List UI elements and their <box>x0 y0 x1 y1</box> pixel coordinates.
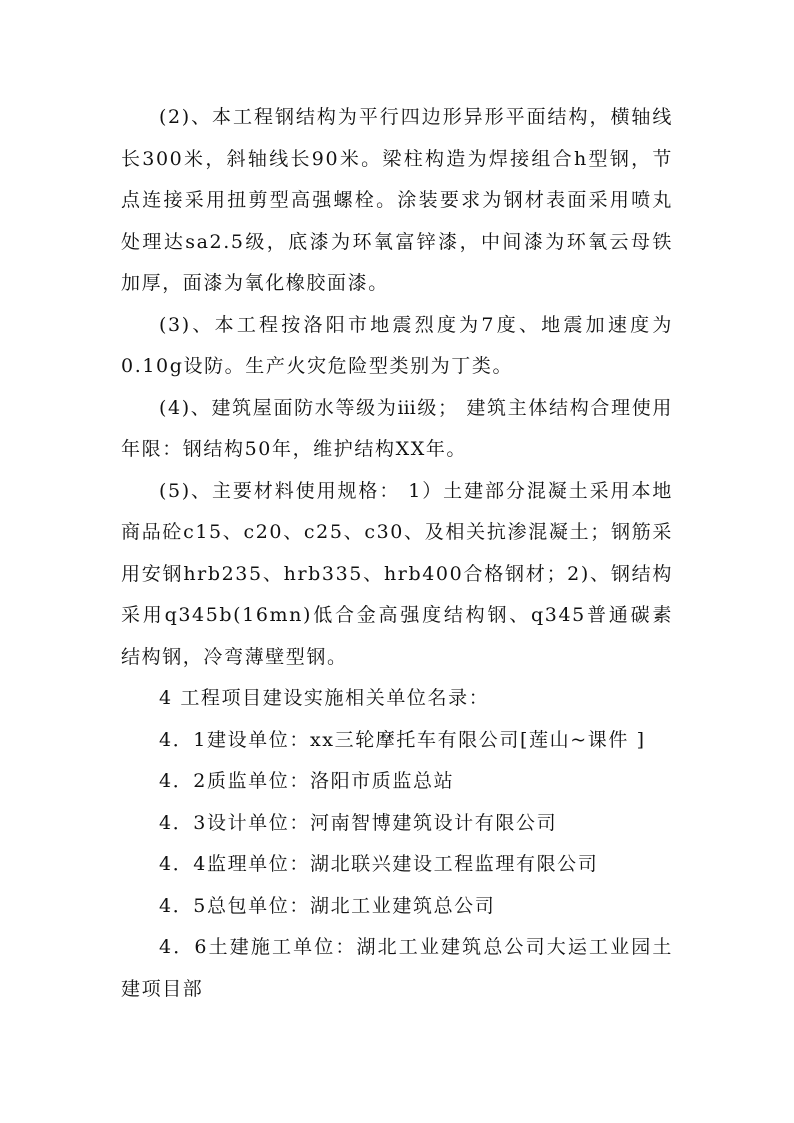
paragraph-materials: (5)、主要材料使用规格： 1）土建部分混凝土采用本地商品砼c15、c20、c25、c30、及相关抗渗混凝土；钢筋采用安钢hrb235、hrb335、hrb400合格钢材；2)、钢结构采用q345b(16mn)低合金高强度结构钢、q345普通碳素结构钢，冷弯薄壁型钢。 <box>121 479 673 668</box>
list-item-construction-unit: 4．1建设单位：xx三轮摩托车有限公司[莲山~课件 ] <box>159 728 646 751</box>
list-item-civil-contractor: 4．6土建施工单位：湖北工业建筑总公司大运工业园土建项目部 <box>121 936 673 1000</box>
paragraph-steel-structure: (2)、本工程钢结构为平行四边形异形平面结构，横轴线长300米，斜轴线长90米。梁柱构造为焊接组合h型钢，节点连接采用扭剪型高强螺栓。涂装要求为钢材表面采用喷丸处理达sa2.5级，底漆为环氧富锌漆，中间漆为环氧云母铁加厚，面漆为氧化橡胶面漆。 <box>121 106 673 294</box>
list-item-supervision-unit: 4．4监理单位：湖北联兴建设工程监理有限公司 <box>159 853 599 875</box>
list-item-design-unit: 4．3设计单位：河南智博建筑设计有限公司 <box>159 811 558 834</box>
page-content <box>121 97 673 1010</box>
paragraph-seismic: (3)、本工程按洛阳市地震烈度为7度、地震加速度为0.10g设防。生产火灾危险型类别为丁类。 <box>121 313 673 377</box>
list-item-quality-unit: 4．2质监单位：洛阳市质监总站 <box>159 770 455 792</box>
section-heading-units: 4 工程项目建设实施相关单位名录： <box>159 687 490 709</box>
paragraph-waterproof: (4)、建筑屋面防水等级为ⅲ级； 建筑主体结构合理使用年限：钢结构50年，维护结构XX年。 <box>121 396 673 460</box>
list-item-general-contractor: 4．5总包单位：湖北工业建筑总公司 <box>159 894 496 917</box>
